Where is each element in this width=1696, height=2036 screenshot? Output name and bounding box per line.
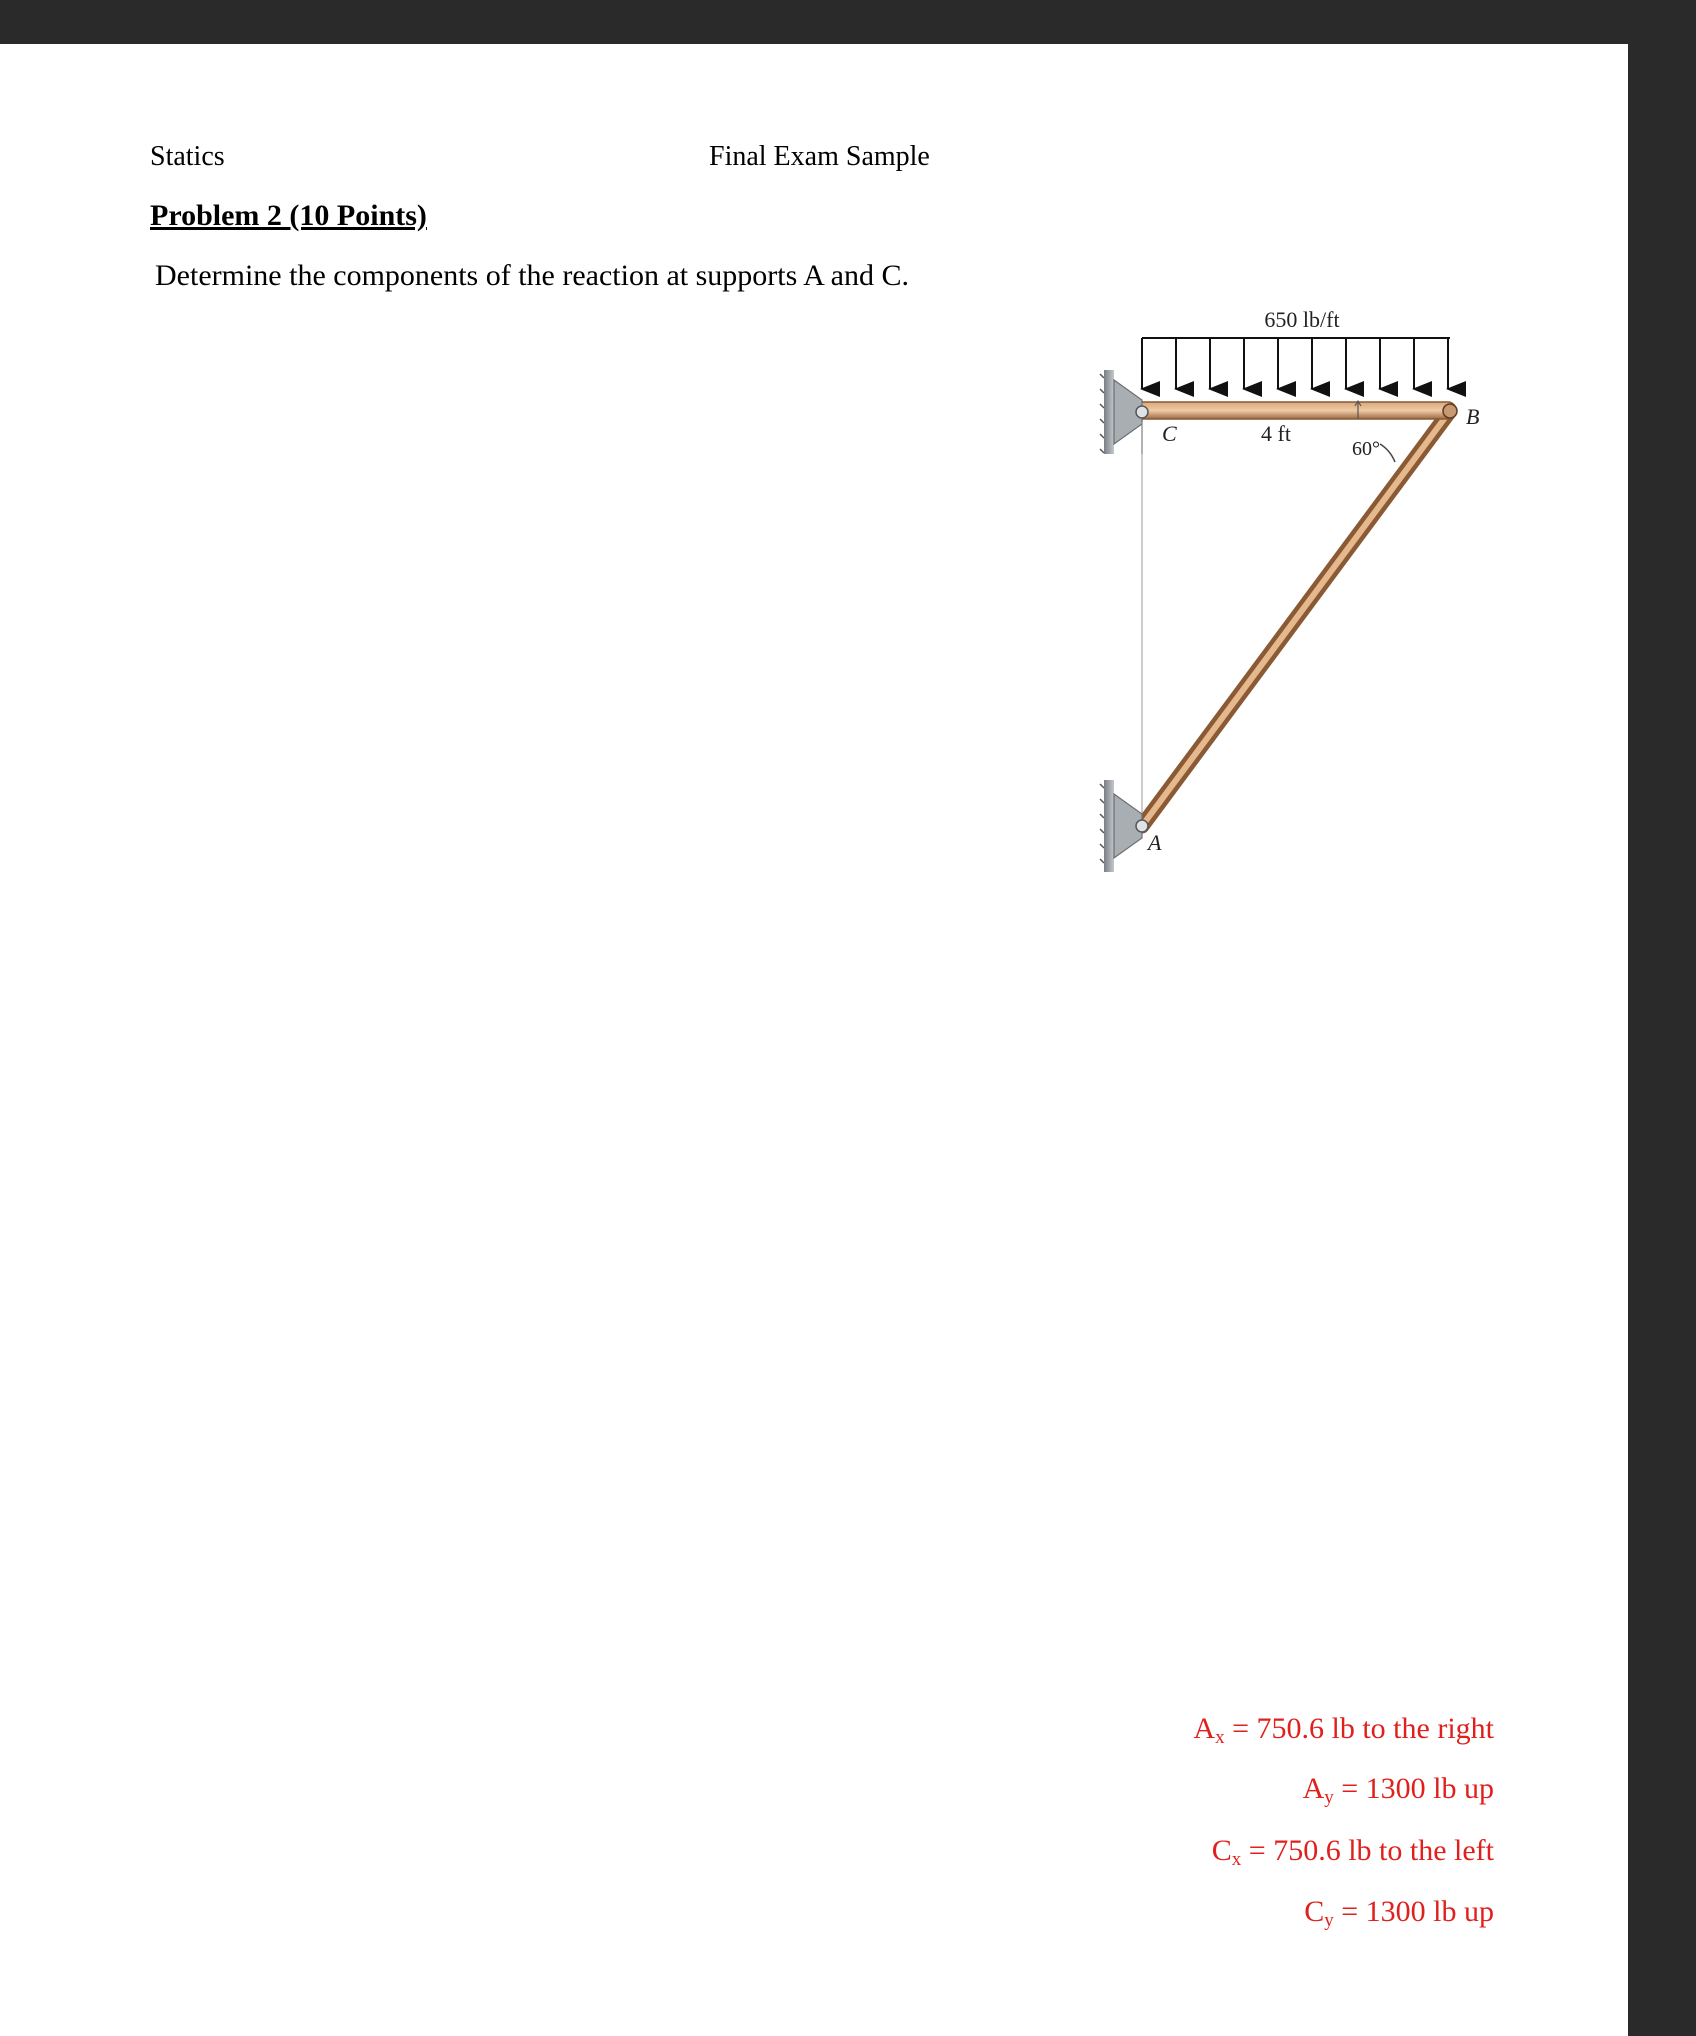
load-label: 650 lb/ft bbox=[1264, 307, 1340, 332]
answer-ax bbox=[1193, 1712, 1494, 1749]
member-ab-highlight bbox=[1142, 411, 1450, 826]
length-label: 4 ft bbox=[1261, 421, 1291, 446]
course-name: Statics bbox=[150, 141, 225, 172]
exam-title: Final Exam Sample bbox=[709, 141, 930, 172]
support-a bbox=[1100, 780, 1148, 872]
angle-label: 60° bbox=[1352, 438, 1380, 460]
frame-diagram bbox=[1090, 254, 1490, 874]
answer-cy-subscript: y bbox=[1324, 1910, 1334, 1931]
pin-b bbox=[1443, 404, 1457, 418]
answer-ay-subscript: y bbox=[1324, 1787, 1334, 1808]
answer-ay bbox=[1303, 1772, 1494, 1809]
problem-heading: Problem 2 (10 Points) bbox=[150, 199, 427, 232]
answer-cy-symbol: C bbox=[1304, 1895, 1325, 1928]
answer-ax-subscript: x bbox=[1215, 1727, 1225, 1748]
answer-ax-symbol: A bbox=[1193, 1712, 1216, 1745]
answer-ay-symbol: A bbox=[1302, 1772, 1325, 1805]
answer-ax-text: = 750.6 lb to the right bbox=[1224, 1712, 1494, 1745]
answer-cx bbox=[1212, 1834, 1494, 1871]
point-b-label: B bbox=[1466, 404, 1480, 429]
angle-arc bbox=[1380, 444, 1395, 462]
answer-cy bbox=[1304, 1895, 1494, 1932]
answer-cx-subscript: x bbox=[1231, 1849, 1242, 1870]
answer-cy-text: = 1300 lb up bbox=[1333, 1895, 1494, 1928]
support-c bbox=[1100, 370, 1148, 454]
distributed-load bbox=[1142, 338, 1450, 389]
point-c-label: C bbox=[1162, 421, 1177, 446]
answer-cx-text: = 750.6 lb to the left bbox=[1241, 1834, 1494, 1867]
answer-ay-text: = 1300 lb up bbox=[1333, 1772, 1494, 1805]
member-cb bbox=[1134, 402, 1456, 419]
answer-cx-symbol: C bbox=[1211, 1834, 1232, 1867]
point-a-label: A bbox=[1148, 830, 1162, 855]
document-page bbox=[0, 44, 1628, 2036]
problem-question: Determine the components of the reaction at supports A and C. bbox=[155, 259, 909, 292]
